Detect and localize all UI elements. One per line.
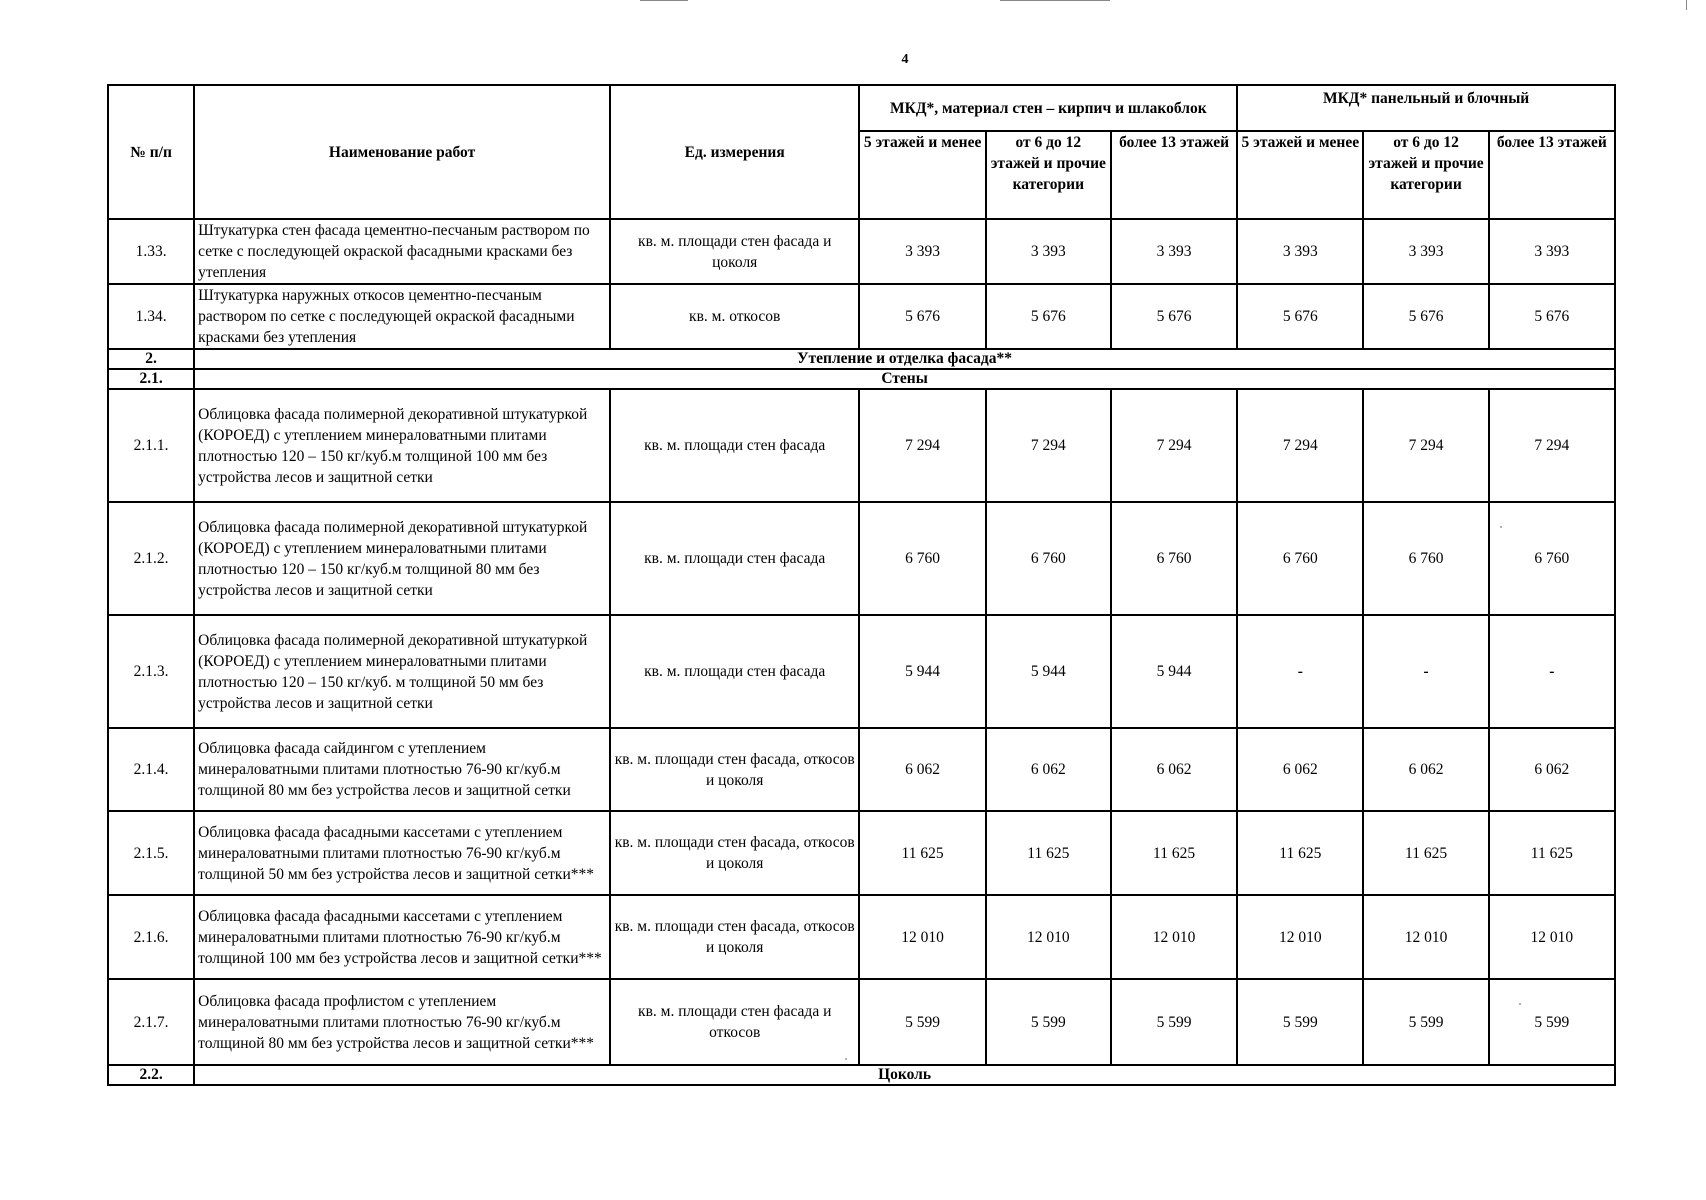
work-name: Облицовка фасада полимерной декоративной штукатуркой (КОРОЕД) с утеплением минераловатными плитами плотностью 120 – 150 кг/куб.м толщиной 80 мм без устройства лесов и защитной сетки <box>194 502 610 615</box>
row-number: 2.1.5. <box>108 811 194 895</box>
section-title: Стены <box>194 369 1615 389</box>
header-group-panel: МКД* панельный и блочный <box>1237 85 1615 131</box>
work-name: Облицовка фасада полимерной декоративной штукатуркой (КОРОЕД) с утеплением минераловатными плитами плотностью 120 – 150 кг/куб. м толщиной 50 мм без устройства лесов и защитной сетки <box>194 615 610 728</box>
section-row <box>108 1065 1615 1085</box>
row-number: 2.1.2. <box>108 502 194 615</box>
price-cell: 5 599 <box>1237 979 1363 1065</box>
price-cell: 3 393 <box>1237 219 1363 284</box>
work-name: Штукатурка стен фасада цементно-песчаным раствором по сетке с последующей окраской фасадными красками без утепления <box>194 219 610 284</box>
table-header <box>108 85 1615 219</box>
price-cell: 6 760 <box>859 502 985 615</box>
price-cell: 6 760 <box>1111 502 1237 615</box>
price-cell: 5 599 <box>1111 979 1237 1065</box>
unit-of-measure: кв. м. площади стен фасада <box>610 389 859 502</box>
scan-artifact-line <box>1686 0 1687 10</box>
work-name: Облицовка фасада фасадными кассетами с утеплением минераловатными плитами плотностью 76-90 кг/куб.м толщиной 100 мм без устройства лесов и защитной сетки*** <box>194 895 610 979</box>
table-row <box>108 389 1615 502</box>
price-cell: 5 599 <box>1363 979 1488 1065</box>
tariff-table <box>107 84 1616 1086</box>
price-cell: 12 010 <box>1489 895 1615 979</box>
price-cell: 11 625 <box>1237 811 1363 895</box>
table-body <box>108 219 1615 1085</box>
price-cell: 7 294 <box>1363 389 1488 502</box>
price-cell: 5 676 <box>986 284 1111 349</box>
price-cell: 6 062 <box>1111 728 1237 811</box>
unit-of-measure: кв. м. площади стен фасада и цоколя <box>610 219 859 284</box>
price-cell: 6 760 <box>1237 502 1363 615</box>
table-row <box>108 219 1615 284</box>
price-cell: 12 010 <box>859 895 985 979</box>
header-sub: более 13 этажей <box>1489 131 1615 219</box>
unit-of-measure: кв. м. площади стен фасада, откосов и цоколя <box>610 811 859 895</box>
price-cell: 11 625 <box>1489 811 1615 895</box>
table-row <box>108 502 1615 615</box>
table-row <box>108 728 1615 811</box>
unit-of-measure: кв. м. откосов <box>610 284 859 349</box>
price-cell: 6 062 <box>859 728 985 811</box>
section-number: 2.1. <box>108 369 194 389</box>
row-number: 2.1.4. <box>108 728 194 811</box>
price-cell: 6 760 <box>1363 502 1488 615</box>
price-cell: 12 010 <box>986 895 1111 979</box>
price-cell: 11 625 <box>1111 811 1237 895</box>
price-cell: 5 944 <box>859 615 985 728</box>
scan-artifact-line <box>1000 0 1110 1</box>
price-cell: 5 599 <box>986 979 1111 1065</box>
price-cell: 5 676 <box>1363 284 1488 349</box>
price-cell: 5 944 <box>1111 615 1237 728</box>
unit-of-measure: кв. м. площади стен фасада <box>610 502 859 615</box>
section-title: Утепление и отделка фасада** <box>194 349 1615 369</box>
scan-artifact-line <box>640 0 688 1</box>
header-name: Наименование работ <box>194 85 610 219</box>
row-number: 2.1.6. <box>108 895 194 979</box>
header-sub: более 13 этажей <box>1111 131 1237 219</box>
price-cell: 3 393 <box>1489 219 1615 284</box>
section-number: 2.2. <box>108 1065 194 1085</box>
work-name: Облицовка фасада фасадными кассетами с утеплением минераловатными плитами плотностью 76-90 кг/куб.м толщиной 50 мм без устройства лесов и защитной сетки*** <box>194 811 610 895</box>
unit-of-measure: кв. м. площади стен фасада, откосов и цоколя <box>610 728 859 811</box>
price-cell: 11 625 <box>859 811 985 895</box>
header-unit: Ед. измерения <box>610 85 859 219</box>
price-cell: 6 062 <box>1363 728 1488 811</box>
work-name: Штукатурка наружных откосов цементно-песчаным раствором по сетке с последующей окраской фасадными красками без утепления <box>194 284 610 349</box>
price-cell: 6 760 <box>986 502 1111 615</box>
price-cell: - <box>1363 615 1488 728</box>
price-cell: 12 010 <box>1363 895 1488 979</box>
price-cell: 6 062 <box>986 728 1111 811</box>
price-cell: 5 599 <box>859 979 985 1065</box>
header-sub: 5 этажей и менее <box>859 131 985 219</box>
table-row <box>108 895 1615 979</box>
header-sub: от 6 до 12 этажей и прочие категории <box>1363 131 1488 219</box>
price-cell: 5 676 <box>1489 284 1615 349</box>
price-cell: 6 062 <box>1489 728 1615 811</box>
price-cell: 5 676 <box>859 284 985 349</box>
price-cell: - <box>1489 615 1615 728</box>
price-cell: 12 010 <box>1111 895 1237 979</box>
row-number: 2.1.3. <box>108 615 194 728</box>
price-cell: 12 010 <box>1237 895 1363 979</box>
price-cell: 7 294 <box>859 389 985 502</box>
price-cell: 3 393 <box>1111 219 1237 284</box>
row-number: 2.1.1. <box>108 389 194 502</box>
row-number: 1.34. <box>108 284 194 349</box>
header-sub: 5 этажей и менее <box>1237 131 1363 219</box>
section-title: Цоколь <box>194 1065 1615 1085</box>
section-row <box>108 349 1615 369</box>
price-cell: 11 625 <box>986 811 1111 895</box>
work-name: Облицовка фасада полимерной декоративной штукатуркой (КОРОЕД) с утеплением минераловатными плитами плотностью 120 – 150 кг/куб.м толщиной 100 мм без устройства лесов и защитной сетки <box>194 389 610 502</box>
table-row <box>108 284 1615 349</box>
row-number: 2.1.7. <box>108 979 194 1065</box>
unit-of-measure: кв. м. площади стен фасада <box>610 615 859 728</box>
price-cell: 6 062 <box>1237 728 1363 811</box>
price-cell: 6 760 <box>1489 502 1615 615</box>
table-row <box>108 979 1615 1065</box>
table-row <box>108 811 1615 895</box>
header-sub: от 6 до 12 этажей и прочие категории <box>986 131 1111 219</box>
price-cell: 5 599 <box>1489 979 1615 1065</box>
price-cell: 7 294 <box>986 389 1111 502</box>
unit-of-measure: кв. м. площади стен фасада, откосов и цоколя <box>610 895 859 979</box>
page-number: 4 <box>901 52 909 67</box>
work-name: Облицовка фасада сайдингом с утеплением минераловатными плитами плотностью 76-90 кг/куб.м толщиной 80 мм без устройства лесов и защитной сетки <box>194 728 610 811</box>
price-cell: 5 676 <box>1237 284 1363 349</box>
price-cell: 7 294 <box>1237 389 1363 502</box>
price-cell: 5 944 <box>986 615 1111 728</box>
price-cell: 7 294 <box>1489 389 1615 502</box>
price-cell: 3 393 <box>1363 219 1488 284</box>
work-name: Облицовка фасада профлистом с утеплением минераловатными плитами плотностью 76-90 кг/куб.м толщиной 80 мм без устройства лесов и защитной сетки*** <box>194 979 610 1065</box>
price-cell: 7 294 <box>1111 389 1237 502</box>
price-cell: 5 676 <box>1111 284 1237 349</box>
row-number: 1.33. <box>108 219 194 284</box>
header-group-brick: МКД*, материал стен – кирпич и шлакоблок <box>859 85 1237 131</box>
table-row <box>108 615 1615 728</box>
section-row <box>108 369 1615 389</box>
unit-of-measure: кв. м. площади стен фасада и откосов <box>610 979 859 1065</box>
price-cell: 3 393 <box>986 219 1111 284</box>
price-cell: - <box>1237 615 1363 728</box>
price-cell: 11 625 <box>1363 811 1488 895</box>
section-number: 2. <box>108 349 194 369</box>
price-cell: 3 393 <box>859 219 985 284</box>
header-num: № п/п <box>108 85 194 219</box>
